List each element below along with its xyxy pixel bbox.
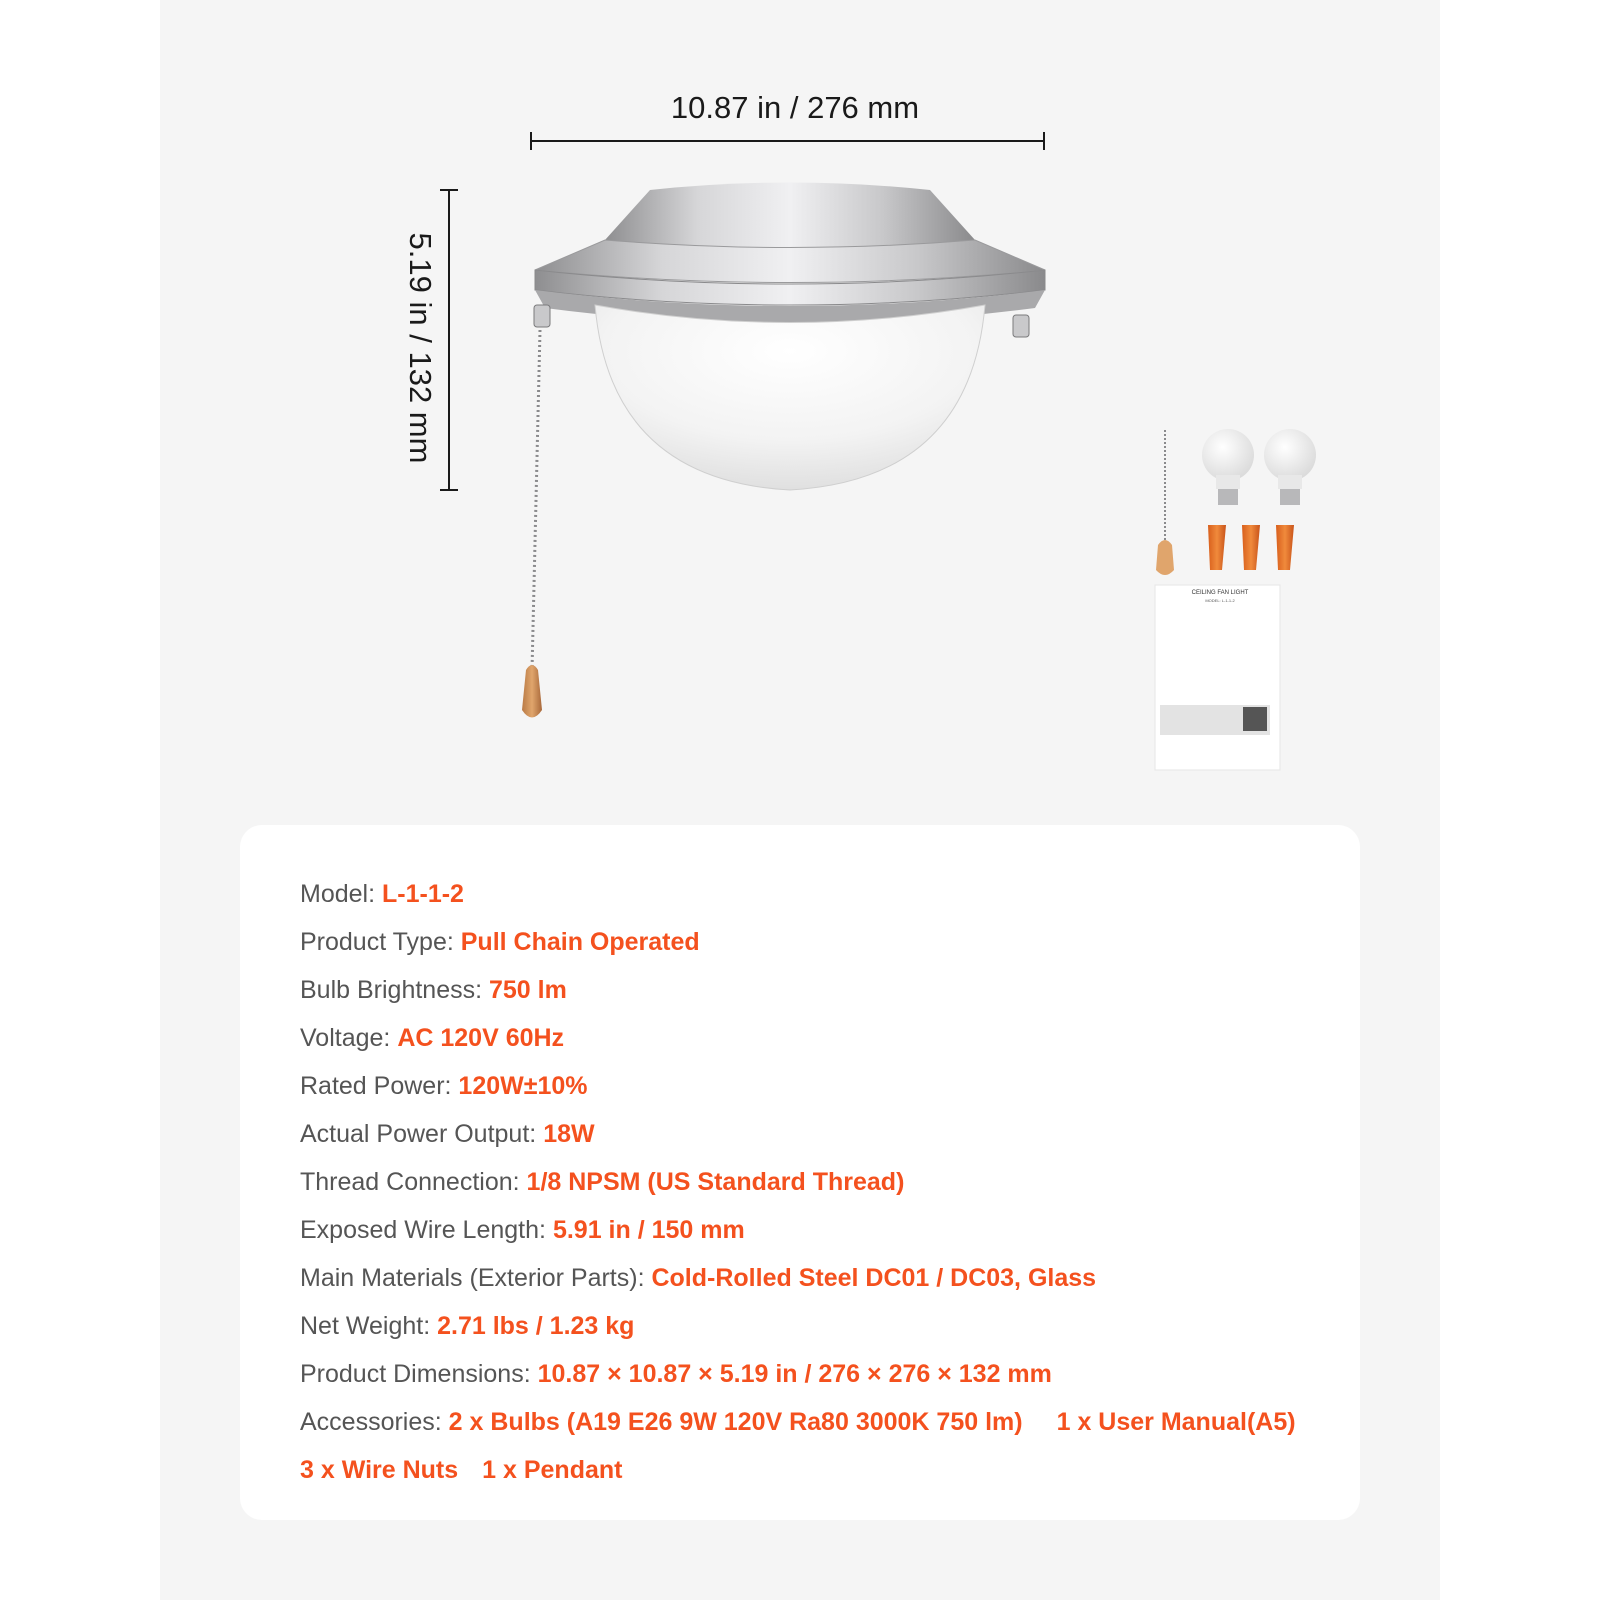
width-dimension-tick-left <box>530 132 532 150</box>
height-dimension-line <box>448 190 450 490</box>
height-dimension-tick-top <box>440 189 458 191</box>
manual-model: MODEL: L-1-1-2 <box>1205 598 1235 603</box>
spec-row-dimensions: Product Dimensions: 10.87 × 10.87 × 5.19 in / 276 × 276 × 132 mm <box>300 1360 1052 1388</box>
accessory-item: 1 x Pendant <box>482 1456 623 1484</box>
spec-row-rated-power: Rated Power: 120W±10% <box>300 1072 588 1100</box>
spec-row-bulb-brightness: Bulb Brightness: 750 lm <box>300 976 567 1004</box>
ceiling-light-image <box>500 180 1080 740</box>
spec-row-voltage: Voltage: AC 120V 60Hz <box>300 1024 565 1052</box>
accessory-item: 3 x Wire Nuts <box>300 1456 459 1484</box>
spec-row-accessories: Accessories: 2 x Bulbs (A19 E26 9W 120V Ra80 3000K 750 lm) 1 x User Manual(A5) <box>300 1408 1296 1436</box>
spec-row-net-weight: Net Weight: 2.71 lbs / 1.23 kg <box>300 1312 635 1340</box>
accessories-image <box>1150 420 1330 800</box>
width-dimension-tick-right <box>1043 132 1045 150</box>
spec-row-materials: Main Materials (Exterior Parts): Cold-Rolled Steel DC01 / DC03, Glass <box>300 1264 1097 1292</box>
accessory-item: 2 x Bulbs (A19 E26 9W 120V Ra80 3000K 750 lm) <box>448 1408 1023 1436</box>
manual-title: CEILING FAN LIGHT <box>1191 590 1249 596</box>
spec-row-model: Model: L-1-1-2 <box>300 880 464 908</box>
spec-row-accessories-continued <box>300 1446 1360 1494</box>
width-dimension-line <box>530 140 1045 142</box>
spec-row-wire-length: Exposed Wire Length: 5.91 in / 150 mm <box>300 1216 745 1244</box>
height-dimension-tick-bottom <box>440 489 458 491</box>
height-dimension-label: 5.19 in / 132 mm <box>403 232 438 464</box>
spec-row-thread-connection: Thread Connection: 1/8 NPSM (US Standard Thread) <box>300 1168 905 1196</box>
spec-list <box>300 870 1360 1494</box>
width-dimension-label: 10.87 in / 276 mm <box>670 90 920 125</box>
accessory-item: 1 x User Manual(A5) <box>1056 1408 1296 1436</box>
spec-row-product-type: Product Type: Pull Chain Operated <box>300 928 700 956</box>
spec-row-actual-power: Actual Power Output: 18W <box>300 1120 595 1148</box>
